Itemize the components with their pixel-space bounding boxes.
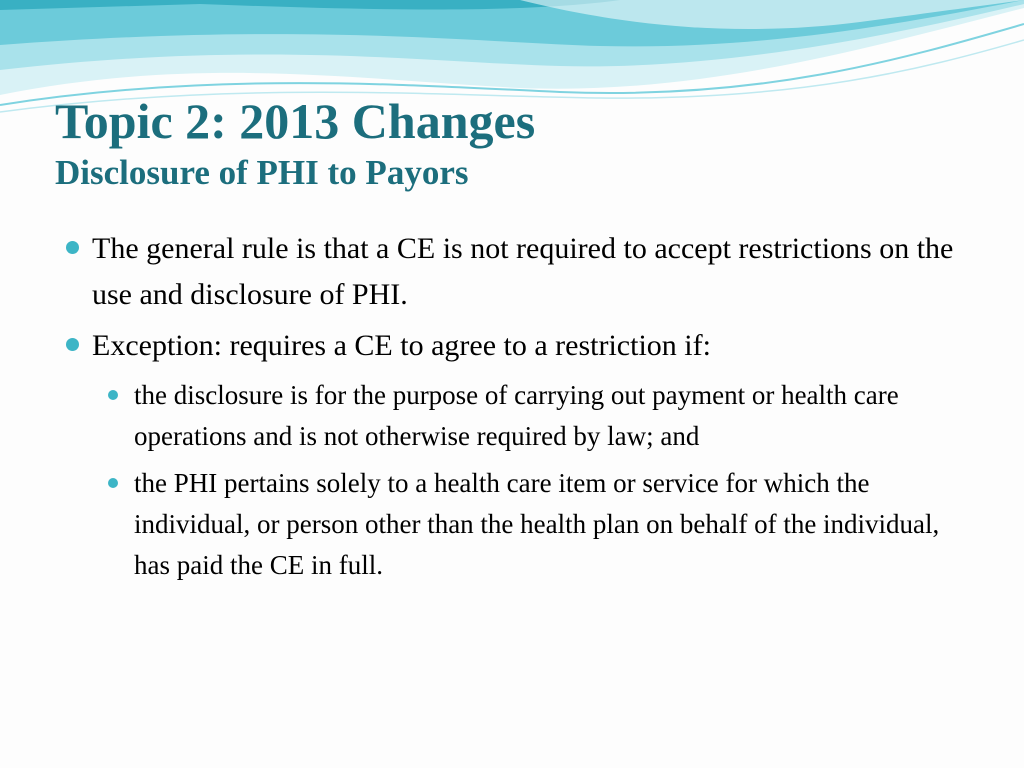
sub-bullet-text: the disclosure is for the purpose of carrying out payment or health care operations and is not otherwise required by law; and (134, 380, 899, 451)
title-block (55, 92, 995, 196)
sub-bullet-dot-icon (108, 478, 118, 488)
bullet-text: The general rule is that a CE is not required to accept restrictions on the use and disclosure of PHI. (92, 232, 954, 311)
sub-bullet-item-disclosure-purpose (104, 375, 962, 457)
sub-bullet-item-paid-in-full (104, 463, 962, 586)
bullet-item-general-rule (62, 226, 962, 318)
slide-title: Topic 2: 2013 Changes (55, 93, 536, 149)
bullet-list (62, 226, 962, 590)
bullet-dot-icon (66, 338, 79, 351)
bullet-dot-icon (66, 241, 79, 254)
sub-bullet-dot-icon (108, 390, 118, 400)
sub-bullet-text: the PHI pertains solely to a health care item or service for which the individual, or person other than the health plan on behalf of the individual, has paid the CE in full. (134, 468, 940, 580)
slide-subtitle: Disclosure of PHI to Payors (55, 153, 469, 192)
bullet-text: Exception: requires a CE to agree to a restriction if: (92, 329, 711, 362)
bullet-item-exception (62, 323, 962, 369)
